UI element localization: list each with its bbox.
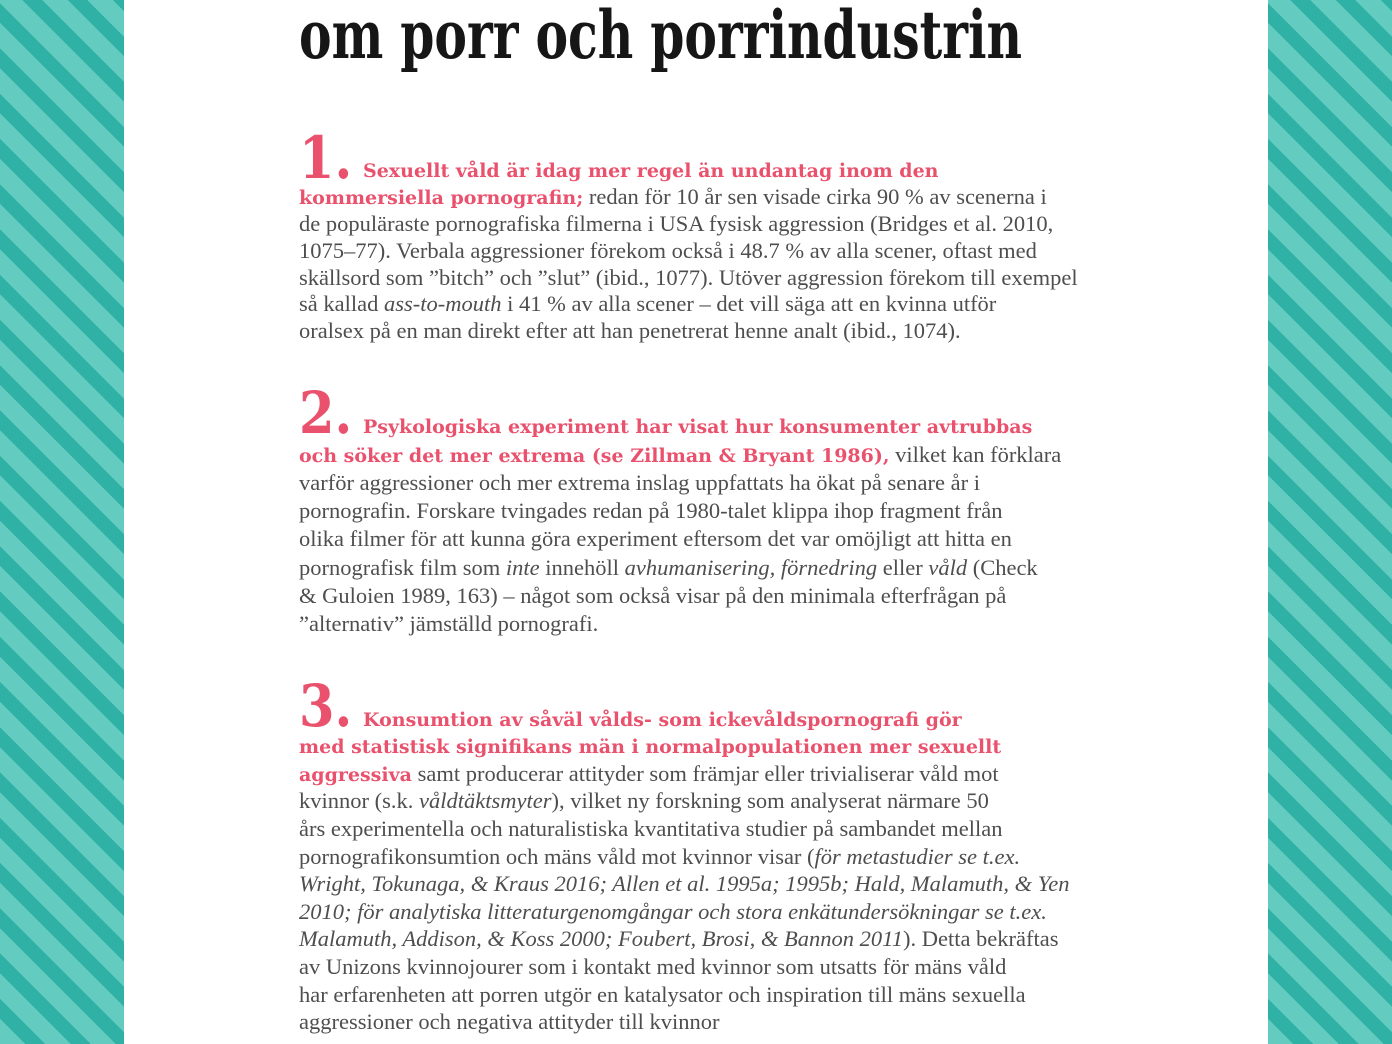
point-number: 3.	[299, 671, 353, 740]
text-line	[299, 870, 1259, 898]
text-line	[299, 525, 1259, 553]
body-text: eller	[877, 554, 929, 580]
text-line	[299, 898, 1259, 926]
lead-text: med statistisk signifikans män i normalpopulationen mer sexuellt	[299, 736, 1002, 759]
text-line	[299, 291, 1259, 318]
text-line	[299, 925, 1259, 953]
numbered-point-2	[299, 379, 1259, 638]
text-line	[299, 554, 1259, 582]
lead-text: Sexuellt våld är idag mer regel än undantag inom den	[363, 160, 939, 182]
italic-text: avhumanisering, förnedring	[624, 554, 878, 580]
body-text: har erfarenheten att porren utgör en katalysator och inspiration till mäns sexuella	[299, 981, 1026, 1007]
lead-text: och söker det mer extrema (se Zillman & Bryant 1986),	[299, 444, 890, 467]
text-line	[299, 705, 1259, 733]
numbered-point-3	[299, 671, 1259, 1036]
text-line	[299, 412, 1259, 440]
body-text: vilket kan förklara	[889, 441, 1062, 467]
body-text: så kallad	[299, 291, 384, 317]
body-text: ). Detta bekräftas	[902, 926, 1059, 952]
body-text: pornografisk film som	[299, 554, 506, 580]
lead-text: kommersiella pornografin;	[299, 186, 584, 209]
text-line	[299, 441, 1259, 469]
striped-border-right	[1268, 0, 1392, 1044]
text-line	[299, 238, 1259, 265]
body-text: oralsex på en man direkt efter att han penetrerat henne analt (ibid., 1074).	[299, 318, 961, 344]
body-text: varför aggressioner och mer extrema inslag uppfattats ha ökat på senare år i	[299, 469, 980, 495]
text-line	[299, 953, 1259, 981]
text-line	[299, 843, 1259, 871]
text-line	[299, 497, 1259, 525]
body-text: de populäraste pornografiska filmerna i USA fysisk aggression (Bridges et al. 2010,	[299, 210, 1054, 236]
point-number: 2.	[299, 379, 353, 448]
italic-text: ass-to-mouth	[383, 291, 502, 317]
body-text: pornografin. Forskare tvingades redan på 1980-talet klippa ihop fragment från	[299, 498, 1003, 524]
body-text: aggressioner och negativa attityder till kvinnor	[299, 1009, 720, 1035]
text-line	[299, 582, 1259, 610]
text-line	[299, 265, 1259, 292]
body-text: olika filmer för att kunna göra experiment eftersom det var omöjligt att hitta en	[299, 526, 1012, 552]
body-text: ”alternativ” jämställd pornografi.	[299, 611, 599, 637]
body-text: 1075–77). Verbala aggressioner förekom också i 48.7 % av alla scener, oftast med	[299, 237, 1037, 263]
body-text: innehöll	[539, 554, 625, 580]
body-text: (Check	[967, 554, 1038, 580]
lead-text: Konsumtion av såväl vålds- som ickevåldspornografi gör	[363, 708, 962, 731]
body-text: ), vilket ny forskning som analyserat närmare 50	[551, 788, 989, 814]
numbered-point-1	[299, 124, 1259, 345]
italic-text: inte	[505, 554, 540, 580]
text-line	[299, 760, 1259, 788]
italic-text: Malamuth, Addison, & Koss 2000; Foubert, Brosi, & Bannon 2011	[299, 926, 903, 952]
text-line	[299, 318, 1259, 345]
lead-text: Psykologiska experiment har visat hur konsumenter avtrubbas	[363, 416, 1033, 439]
text-line	[299, 732, 1259, 760]
page-title: om porr och porrindustrin	[299, 0, 1023, 74]
italic-text: våldtäktsmyter	[419, 788, 552, 814]
body-text: samt producerar attityder som främjar eller trivialiserar våld mot	[411, 760, 999, 786]
italic-text: för metastudier se t.ex.	[814, 843, 1021, 869]
point-number: 1.	[299, 124, 353, 192]
body-text: av Unizons kvinnojourer som i kontakt med kvinnor som utsatts för mäns våld	[299, 953, 1007, 979]
body-text: redan för 10 år sen visade cirka 90 % av scenerna i	[583, 183, 1047, 209]
text-line	[299, 211, 1259, 238]
body-text: pornografikonsumtion och mäns våld mot kvinnor visar (	[299, 843, 815, 869]
lead-text: aggressiva	[299, 763, 412, 786]
text-line	[299, 815, 1259, 843]
text-line	[299, 469, 1259, 497]
body-text: års experimentella och naturalistiska kvantitativa studier på sambandet mellan	[299, 815, 1003, 841]
text-line	[299, 1008, 1259, 1036]
page-content	[124, 0, 1268, 1044]
text-line	[299, 610, 1259, 638]
italic-text: 2010; för analytiska litteraturgenomgångar och stora enkätundersökningar se t.ex.	[299, 898, 1047, 924]
text-line	[299, 184, 1259, 211]
body-text: i 41 % av alla scener – det vill säga att en kvinna utför	[501, 291, 997, 317]
striped-border-left	[0, 0, 124, 1044]
text-line	[299, 787, 1259, 815]
body-text: kvinnor (s.k.	[299, 788, 419, 814]
text-line	[299, 981, 1259, 1009]
italic-text: Wright, Tokunaga, & Kraus 2016; Allen et al. 1995a; 1995b; Hald, Malamuth, & Yen	[299, 871, 1070, 897]
body-text: & Guloien 1989, 163) – något som också visar på den minimala efterfrågan på	[299, 583, 1007, 609]
body-text: skällsord som ”bitch” och ”slut” (ibid., 1077). Utöver aggression förekom till exempel	[299, 264, 1078, 290]
italic-text: våld	[928, 554, 968, 580]
text-line	[299, 157, 1259, 184]
